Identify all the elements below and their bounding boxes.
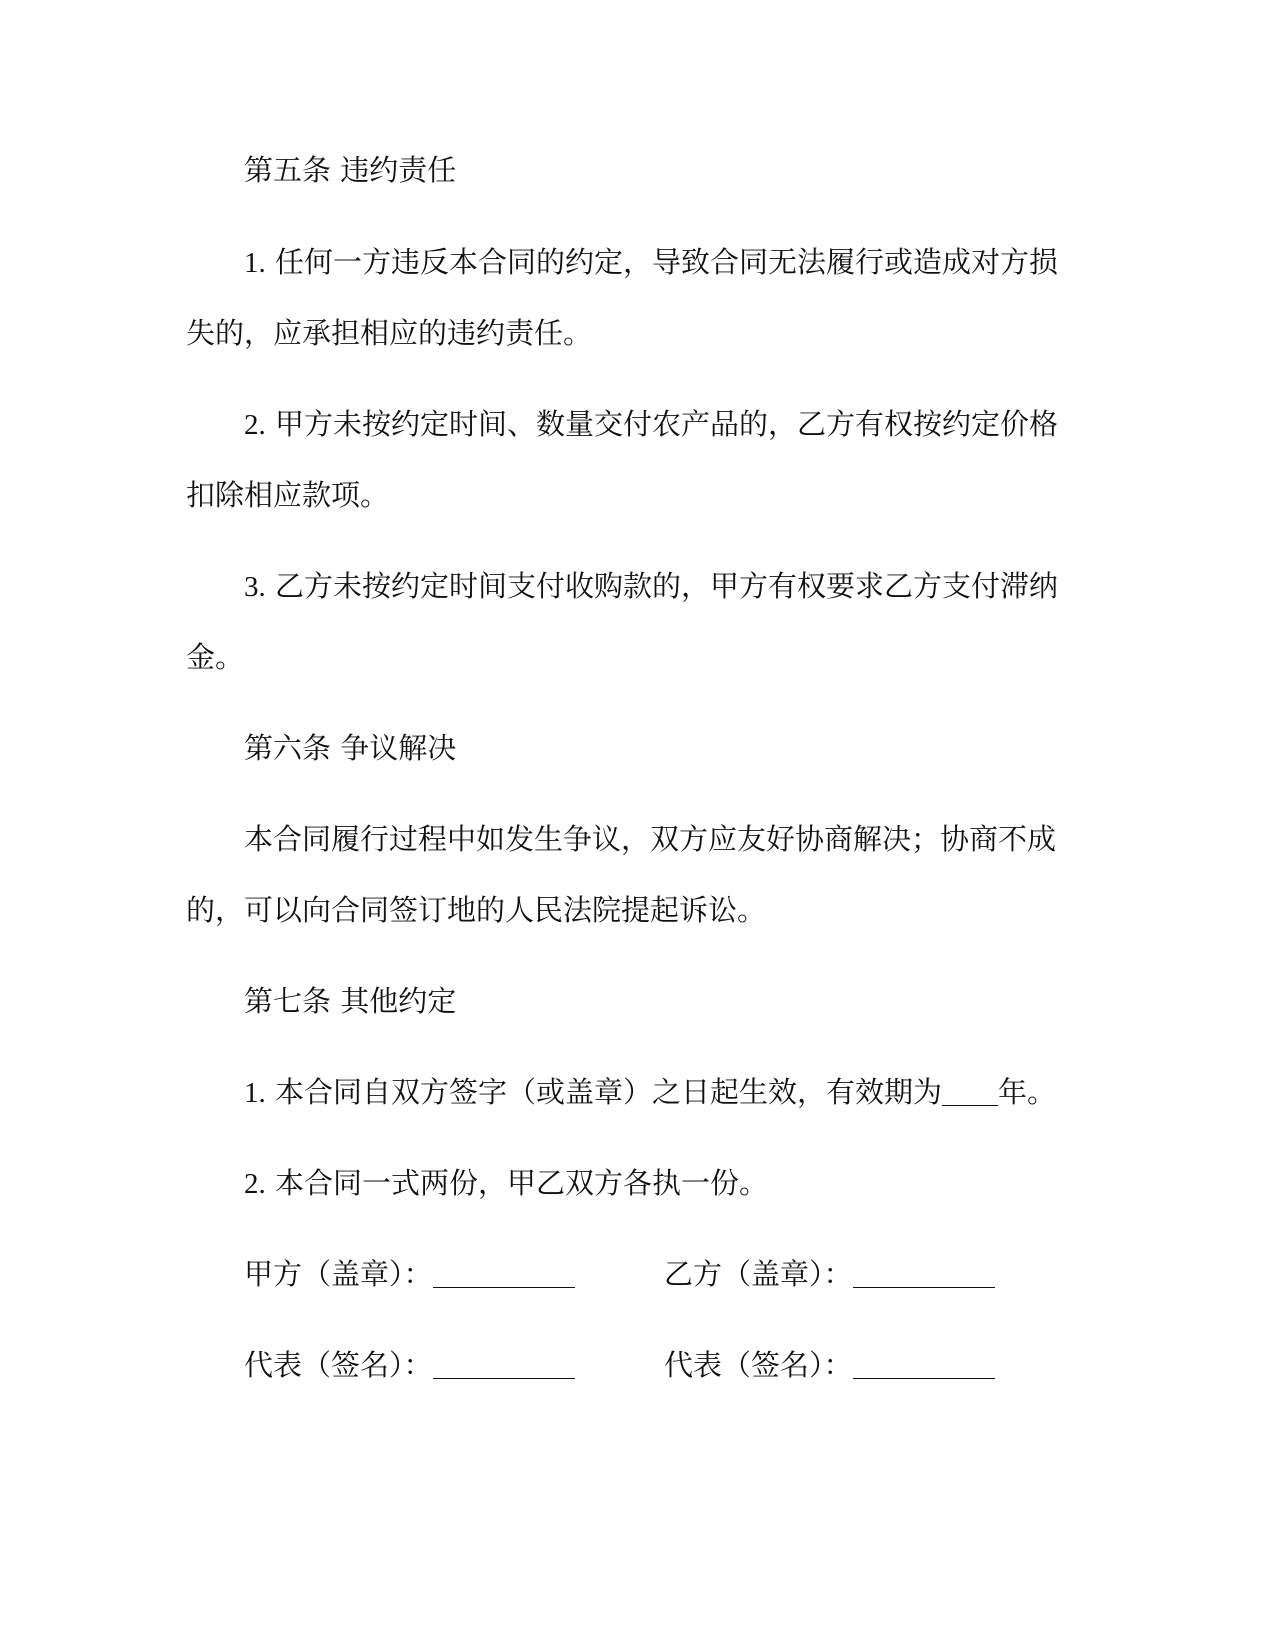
article5-item2-text: 甲方未按约定时间、数量交付农产品的，乙方有权按约定价格 — [265, 407, 1058, 441]
article7-item1-text: 本合同自双方签字（或盖章）之日起生效，有效期为 — [265, 1075, 942, 1109]
article7-heading: 第七条 其他约定 — [244, 984, 457, 1018]
party-b-seal-label: 乙方（盖章）： — [664, 1257, 853, 1291]
article6-heading: 第六条 争议解决 — [244, 731, 457, 765]
article5-item2-line1 — [244, 404, 1124, 445]
article7-item2-number: 2. — [244, 1168, 266, 1200]
article6-line1: 本合同履行过程中如发生争议，双方应友好协商解决；协商不成 — [244, 822, 1057, 856]
party-a-representative — [244, 1345, 575, 1385]
article7-item1-suffix: 年。 — [997, 1075, 1056, 1109]
article7-item1-number: 1. — [244, 1077, 266, 1109]
article5-item2-number: 2. — [244, 409, 266, 441]
article5-item1-text: 任何一方违反本合同的约定，导致合同无法履行或造成对方损 — [265, 245, 1058, 279]
article5-item2-line2: 扣除相应款项。 — [186, 478, 390, 512]
party-a-seal-label: 甲方（盖章）： — [244, 1257, 433, 1291]
article5-item3-line1 — [244, 566, 1124, 607]
party-b-rep-label: 代表（签名）： — [664, 1348, 853, 1382]
article7-item1 — [244, 1072, 1124, 1113]
article5-heading: 第五条 违约责任 — [244, 153, 457, 187]
article7-item2 — [244, 1163, 1124, 1204]
article5-item3-number: 3. — [244, 571, 266, 603]
article7-item2-text: 本合同一式两份，甲乙双方各执一份。 — [265, 1166, 768, 1200]
party-a-rep-label: 代表（签名）： — [244, 1348, 433, 1382]
validity-years-blank — [942, 1075, 998, 1106]
article5-item1-line1 — [244, 242, 1124, 283]
party-b-representative — [664, 1345, 995, 1385]
party-b-seal — [664, 1254, 995, 1294]
article5-item1-number: 1. — [244, 247, 266, 279]
party-b-rep-blank — [853, 1348, 995, 1379]
party-a-seal — [244, 1254, 575, 1294]
party-a-seal-blank — [433, 1257, 575, 1288]
article5-item1-line2: 失的，应承担相应的违约责任。 — [186, 316, 593, 350]
article5-item3-line2: 金。 — [186, 640, 245, 674]
party-b-seal-blank — [853, 1257, 995, 1288]
party-a-rep-blank — [433, 1348, 575, 1379]
article5-item3-text: 乙方未按约定时间支付收购款的，甲方有权要求乙方支付滞纳 — [265, 569, 1058, 603]
article6-line2: 的，可以向合同签订地的人民法院提起诉讼。 — [186, 893, 767, 927]
